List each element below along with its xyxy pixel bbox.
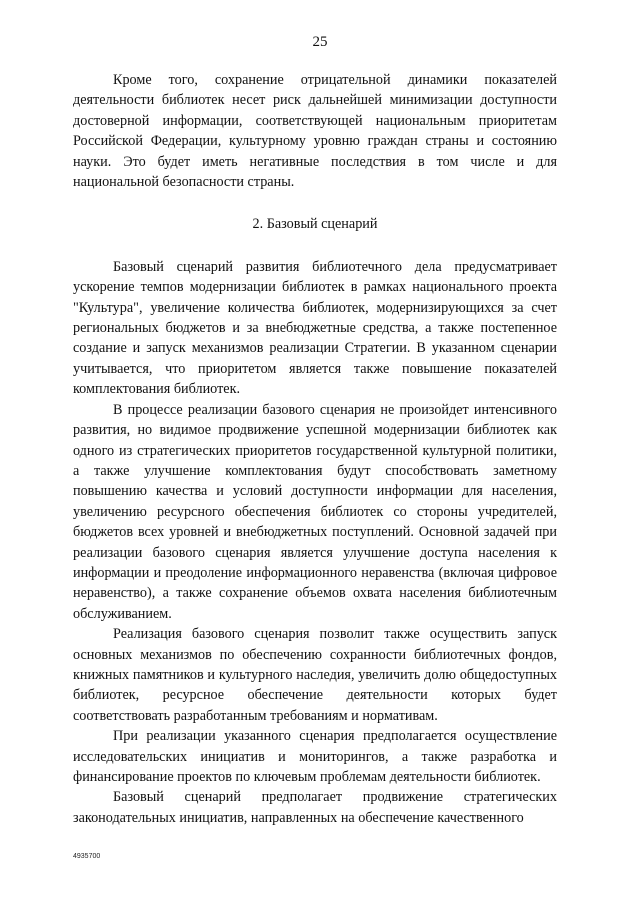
paragraph-6: Базовый сценарий предполагает продвижение стратегических законодательных инициатив, направленных на обеспечение качественного xyxy=(73,789,557,826)
section-heading: 2. Базовый сценарий xyxy=(252,216,378,233)
document-body xyxy=(73,70,557,828)
paragraph-4: Реализация базового сценария позволит также осуществить запуск основных механизмов по обеспечению сохранности библиотечных фондов, книжных памятников и культурного наследия, увеличить долю общедоступных библиотек, ресурсное обеспечение деятельности которых будет соответствовать разработанным требованиям и нормативам. xyxy=(73,626,557,724)
paragraph-3: В процессе реализации базового сценария не произойдет интенсивного развития, но видимое продвижение успешной модернизации библиотек как одного из стратегических приоритетов государственной культурной политики, а также улучшение комплектования будут способствовать заметному повышению качества и условий доступности информации для населения, увеличению ресурсного обеспечения библиотек со стороны учредителей, бюджетов всех уровней и внебюджетных поступлений. Основной задачей при реализации базового сценария является улучшение доступа населения к информации и преодоление информационного неравенства (включая цифровое неравенство), а также сохранение объемов охвата населения библиотечным обслуживанием. xyxy=(73,401,557,622)
paragraph-1: Кроме того, сохранение отрицательной динамики показателей деятельности библиотек несет риск дальнейшей минимизации доступности достоверной информации, соответствующей национальным приоритетам Российской Федерации, культурному уровню граждан страны и состоянию науки. Это будет иметь негативные последствия в том числе и для национальной безопасности страны. xyxy=(73,72,557,191)
page-number: 25 xyxy=(312,34,328,50)
document-id: 4935700 xyxy=(73,853,101,860)
paragraph-5: При реализации указанного сценария предполагается осуществление исследовательских инициатив и мониторингов, а также разработка и финансирование проектов по ключевым проблемам деятельности библиотек. xyxy=(73,728,557,785)
paragraph-2: Базовый сценарий развития библиотечного дела предусматривает ускорение темпов модернизации библиотек в рамках национального проекта "Культура", увеличение количества библиотек, модернизирующихся за счет региональных бюджетов и за внебюджетные средства, а также постепенное создание и запуск механизмов реализации Стратегии. В указанном сценарии учитывается, что приоритетом является также повышение показателей комплектования библиотек. xyxy=(73,258,557,398)
